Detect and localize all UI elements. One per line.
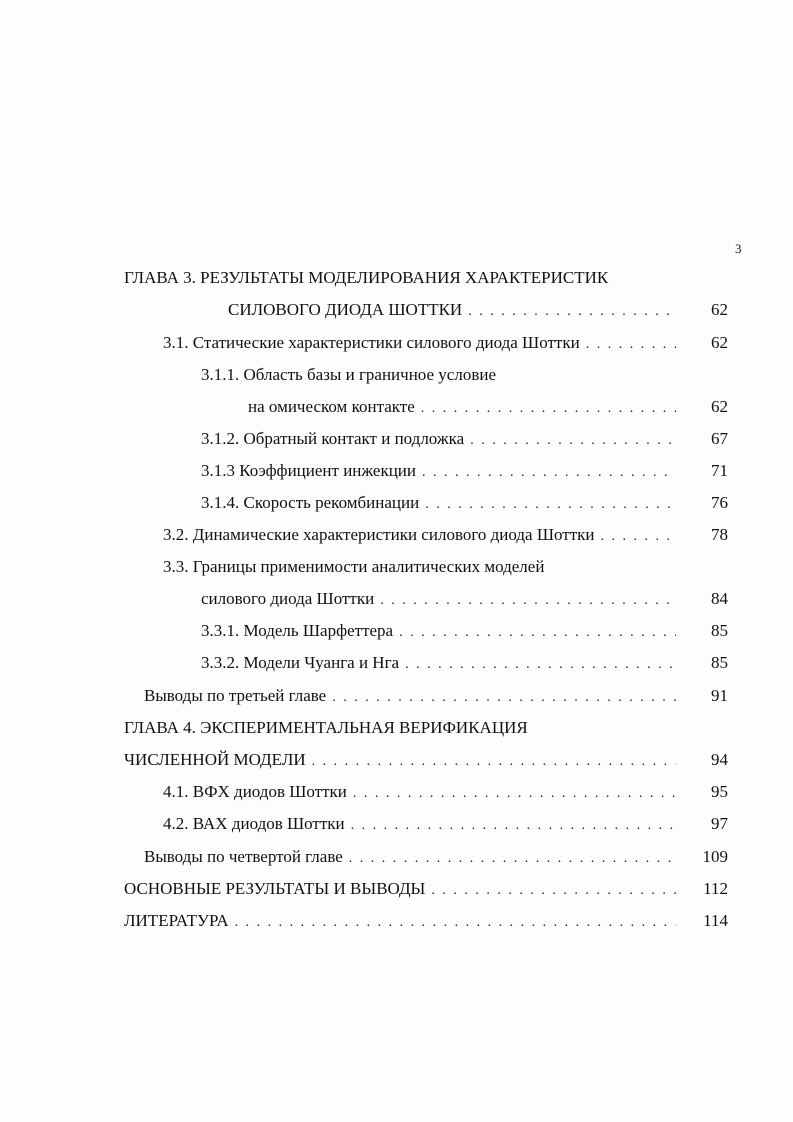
section-3-1-2-page: 67 [711,429,728,448]
section-3-1-3-title: 3.1.3 Коэффициент инжекции [201,461,417,480]
section-4-2-entry [163,812,682,838]
section-3-1-1-page: 62 [711,397,728,416]
section-3-1-3-page: 71 [711,461,728,480]
literature-page: 114 [703,911,728,930]
main-results-page: 112 [703,879,728,898]
conclusions-4-title: Выводы по четвертой главе [144,847,343,866]
section-3-3-1-title: 3.3.1. Модель Шарфеттера [201,621,394,640]
section-3-1-3-entry [201,459,682,485]
dot-leader [405,653,676,677]
chapter-3-title-line-2: СИЛОВОГО ДИОДА ШОТТКИ [228,300,463,319]
section-4-2-page: 97 [711,814,728,833]
page-number: 3 [735,241,742,256]
conclusions-3-entry [144,684,682,710]
dot-leader [470,429,676,453]
literature-title: ЛИТЕРАТУРА [124,911,229,930]
section-3-3-entry [201,587,682,613]
dot-leader [431,879,676,903]
literature-entry [124,909,682,935]
chapter-4-page: 94 [711,750,728,769]
dot-leader [312,750,676,774]
section-4-1-title: 4.1. ВФХ диодов Шоттки [163,782,347,801]
section-3-2-title: 3.2. Динамические характеристики силового диода Шоттки [163,525,595,544]
section-3-1-4-title: 3.1.4. Скорость рекомбинации [201,493,420,512]
section-3-3-title-line-2: силового диода Шоттки [201,589,375,608]
chapter-4-title-line-1: ГЛАВА 4. ЭКСПЕРИМЕНТАЛЬНАЯ ВЕРИФИКАЦИЯ [124,718,528,737]
dot-leader [380,589,676,613]
chapter-4-title-line-2: ЧИСЛЕННОЙ МОДЕЛИ [124,750,306,769]
section-3-1-2-title: 3.1.2. Обратный контакт и подложка [201,429,465,448]
section-3-1-page: 62 [711,333,728,352]
section-4-1-page: 95 [711,782,728,801]
conclusions-4-entry [144,845,682,871]
section-3-3-2-title: 3.3.2. Модели Чуанга и Нга [201,653,400,672]
dot-leader [332,686,676,710]
dot-leader [422,461,676,485]
dot-leader [468,300,676,324]
dot-leader [349,847,676,871]
dot-leader [351,814,676,838]
section-3-2-entry [163,523,682,549]
dot-leader [235,911,676,935]
section-3-1-entry [163,331,682,357]
section-4-2-title: 4.2. ВАХ диодов Шоттки [163,814,345,833]
main-results-entry [124,877,682,903]
section-3-3-title-line-1: 3.3. Границы применимости аналитических моделей [163,557,545,576]
section-3-1-4-page: 76 [711,493,728,512]
section-3-3-2-entry [201,651,682,677]
section-3-1-2-entry [201,427,682,453]
section-3-3-1-entry [201,619,682,645]
section-3-2-page: 78 [711,525,728,544]
dot-leader [425,493,676,517]
chapter-3-page: 62 [711,300,728,319]
chapter-3-entry [228,298,682,324]
dot-leader [399,621,676,645]
dot-leader [601,525,677,549]
main-results-title: ОСНОВНЫЕ РЕЗУЛЬТАТЫ И ВЫВОДЫ [124,879,426,898]
conclusions-3-title: Выводы по третьей главе [144,686,327,705]
section-3-3-2-page: 85 [711,653,728,672]
dot-leader [421,397,676,421]
section-3-1-1-entry [248,395,682,421]
section-3-1-1-title-line-2: на омическом контакте [248,397,415,416]
conclusions-3-page: 91 [711,686,728,705]
section-3-1-1-title-line-1: 3.1.1. Область базы и граничное условие [201,365,497,384]
section-3-1-title: 3.1. Статические характеристики силового диода Шоттки [163,333,580,352]
section-3-3-1-page: 85 [711,621,728,640]
section-3-3-page: 84 [711,589,728,608]
dot-leader [586,333,676,357]
chapter-3-title-line-1: ГЛАВА 3. РЕЗУЛЬТАТЫ МОДЕЛИРОВАНИЯ ХАРАКТЕРИСТИК [124,268,609,287]
chapter-4-entry [124,748,682,774]
conclusions-4-page: 109 [702,847,728,866]
dot-leader [353,782,676,806]
section-3-1-4-entry [201,491,682,517]
section-4-1-entry [163,780,682,806]
